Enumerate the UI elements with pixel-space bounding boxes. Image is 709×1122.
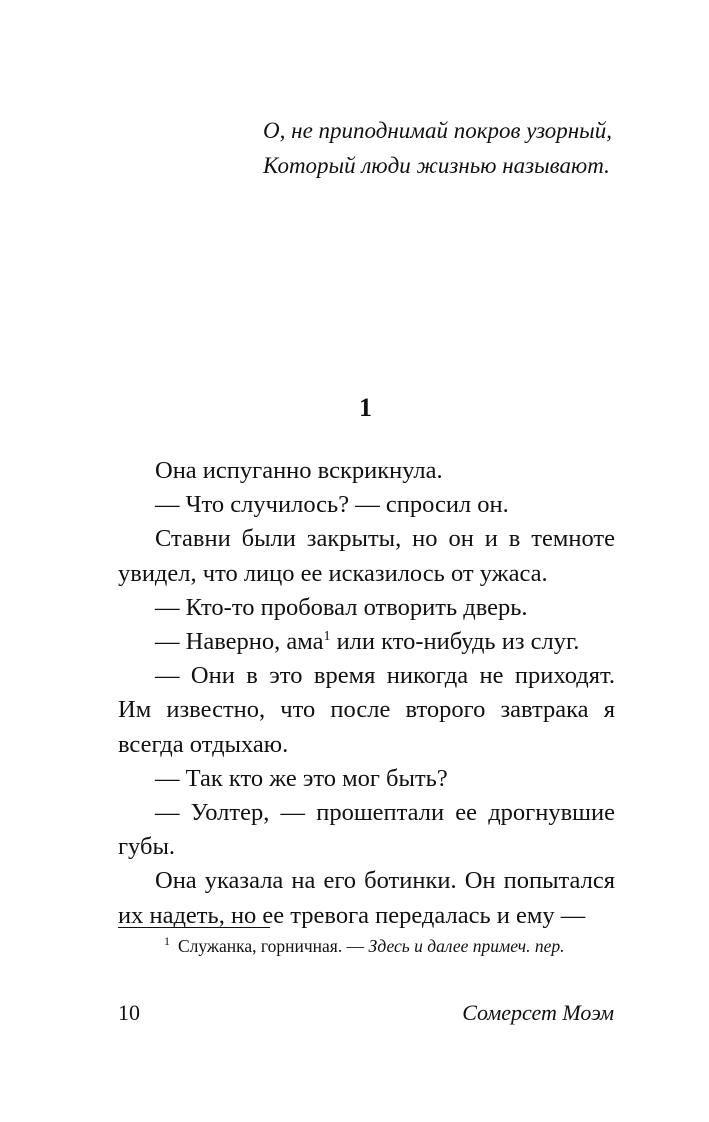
paragraph: Она указала на его ботинки. Он попытался их надеть, но ее тревога передалась и ему — xyxy=(118,867,615,929)
footnote-reference[interactable]: 1 xyxy=(323,628,331,644)
paragraph: Она испуганно вскрикнула. xyxy=(155,457,443,484)
paragraph: — Кто-то пробовал отворить дверь. xyxy=(155,593,528,621)
chapter-number: 1 xyxy=(359,393,372,422)
footnote-text: Служанка, горничная. — xyxy=(178,936,369,956)
footnote-marker: 1 xyxy=(164,934,170,949)
footnote-editor-note: Здесь и далее примеч. пер. xyxy=(368,936,565,956)
footnote xyxy=(164,934,565,958)
epigraph-line-2: Который люди жизнью называют. xyxy=(263,153,610,178)
paragraph: — Что случилось? — спросил он. xyxy=(155,491,509,519)
body-text xyxy=(118,454,615,933)
epigraph xyxy=(263,113,612,183)
paragraph: — Так кто же это мог быть? xyxy=(155,764,448,792)
paragraph-with-footnote xyxy=(118,625,615,659)
epigraph-line-1: О, не приподнимай покров узорный, xyxy=(263,118,612,143)
paragraph: — Они в это время никогда не приходят. Им известно, что после второго завтрака я всегда отдыхаю. xyxy=(118,662,615,758)
running-footer-author: Сомерсет Моэм xyxy=(462,1000,614,1025)
paragraph-text-start: — Наверно, ама xyxy=(155,628,324,656)
paragraph-text-end: или кто-нибудь из слуг. xyxy=(330,628,580,656)
page-number: 10 xyxy=(118,1000,140,1025)
footnote-separator xyxy=(118,927,270,928)
paragraph: — Уолтер, — прошептали ее дрогнувшие губы. xyxy=(118,799,615,861)
paragraph: Ставни были закрыты, но он и в темноте увидел, что лицо ее исказилось от ужаса. xyxy=(118,525,615,587)
